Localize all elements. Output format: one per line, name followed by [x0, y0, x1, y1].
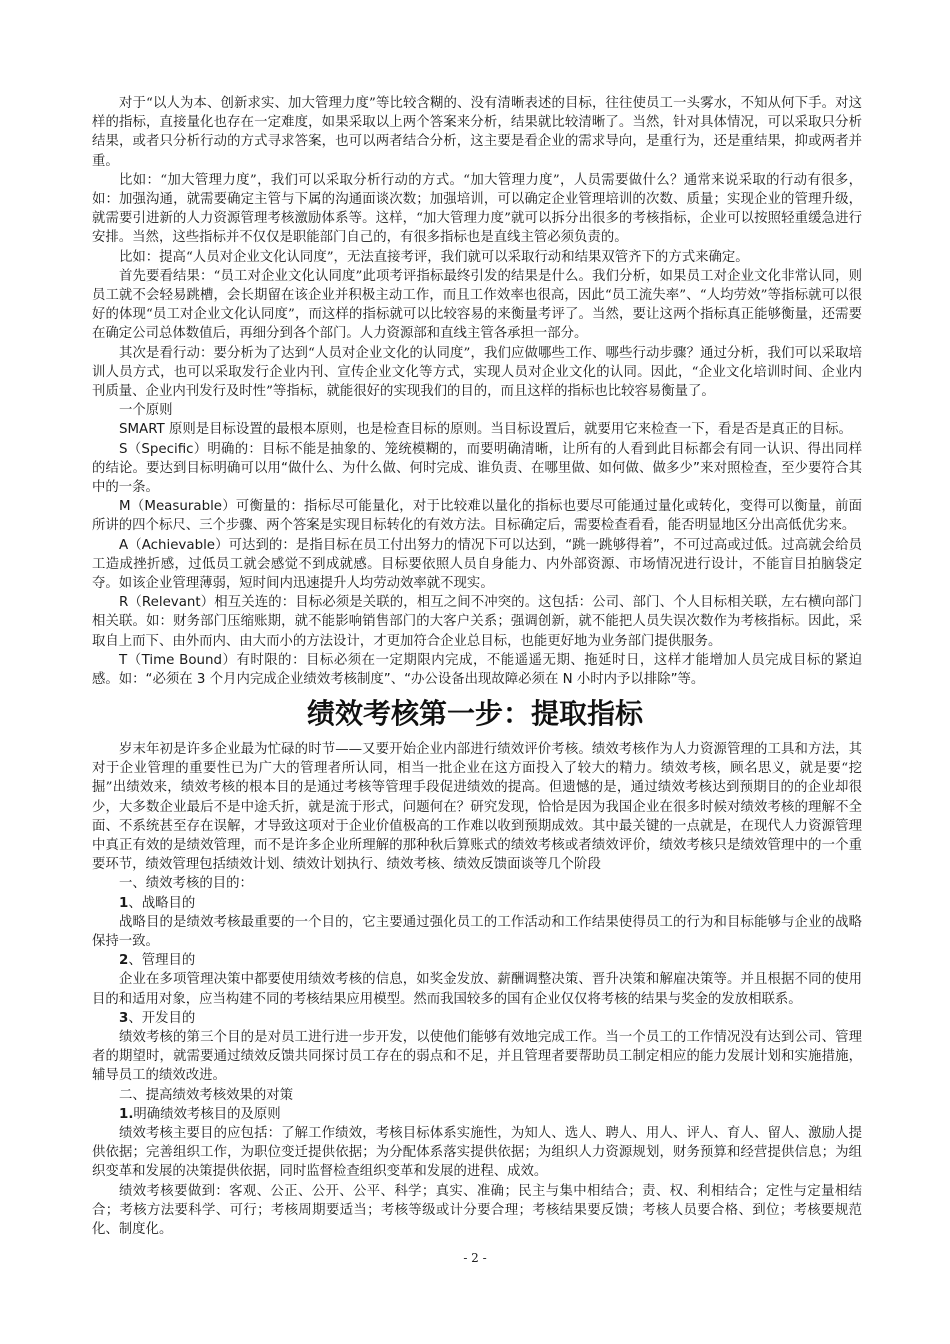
smart-item-time-bound: T（Time Bound）有时限的：目标必须在一定期限内完成，不能遥遥无期、拖延时日，这样才能增加人员完成目标的紧迫感。如：“必须在 3 个月内完成企业绩效考核制度”、“办公设备出现故障必须在 N 小时内予以排除”等。	[92, 652, 862, 688]
subsection-heading	[92, 894, 862, 913]
top-section	[92, 94, 862, 689]
smart-intro: SMART 原则是目标设置的最根本原则，也是检查目标的原则。当目标设置后，就要用它来检查一下，看是否是真正的目标。	[119, 422, 852, 438]
paragraph: 对于“以人为本、创新求实、加大管理力度”等比较含糊的、没有清晰表述的目标，往往使员工一头雾水，不知从何下手。对这样的指标，直接量化也存在一定难度，如果采取以上两个答案来分析，结果就比较清晰了。当然，针对具体情况，可以采取只分析结果，或者只分析行动的方式寻求答案，也可以两者结合分析，这主要是看企业的需求导向，是重行为，还是重结果，抑或两者并重。	[92, 96, 862, 169]
paragraph: 比如：提高“人员对企业文化认同度”，无法直接考评，我们就可以采取行动和结果双管齐下的方式来确定。	[119, 249, 749, 265]
paragraph: 企业在多项管理决策中都要使用绩效考核的信息，如奖金发放、薪酬调整决策、晋升决策和解雇决策等。并且根据不同的使用目的和适用对象，应当构建不同的考核结果应用模型。然而我国较多的国有企业仅仅将考核的结果与奖金的发放相联系。	[92, 972, 862, 1007]
smart-item-measurable: M（Measurable）可衡量的：指标尽可能量化，对于比较难以量化的指标也要尽可能通过量化或转化，变得可以衡量，前面所讲的四个标尺、三个步骤、两个答案是实现目标转化的有效方法。目标确定后，需要检查看看，能否明显地区分出高低优劣来。	[92, 499, 862, 534]
subsection-number: 3	[119, 1010, 129, 1026]
paragraph: 绩效考核主要目的应包括：了解工作绩效，考核目标体系实施性，为知人、选人、聘人、用人、评人、育人、留人、激励人提供依据；完善组织工作，为职位变迁提供依据；为分配体系落实提供依据；为组织人力资源规划，财务预算和经营提供信息；为组织变革和发展的决策提供依据，同时监督检查组织变革和发展的进程、成效。	[92, 1126, 862, 1180]
subsection-label: 、管理目的	[128, 953, 196, 969]
paragraph: 战略目的是绩效考核最重要的一个目的，它主要通过强化员工的工作活动和工作结果使得员工的行为和目标能够与企业的战略保持一致。	[92, 914, 862, 950]
subsection-label: 、开发目的	[128, 1010, 196, 1026]
subsection-number: 1	[119, 895, 129, 911]
section-heading: 二、提高绩效考核效果的对策	[119, 1087, 294, 1103]
subsection-heading	[92, 1105, 862, 1124]
subsection-label: 、战略目的	[128, 895, 196, 911]
article-intro: 岁末年初是许多企业最为忙碌的时节——又要开始企业内部进行绩效评价考核。绩效考核作为人力资源管理的工具和方法，其对于企业管理的重要性已为广大的管理者所认同，相当一批企业在这方面投入了较大的精力。绩效考核，顾名思义，就是要“挖掘”出绩效来，绩效考核的根本目的是通过考核等管理手段促进绩效的提高。但遗憾的是，通过绩效考核达到预期目的的企业却很少，大多数企业最后不是中途夭折，就是流于形式，问题何在？研究发现，恰恰是因为我国企业在很多时候对绩效考核的理解不全面、不系统甚至存在误解，才导致这项对于企业价值极高的工作难以收到预期成效。其中最关键的一点就是，在现代人力资源管理中真正有效的是绩效管理，而不是许多企业所理解的那种秋后算账式的绩效考核或者绩效评价，绩效考核只是绩效管理中的一个重要环节，绩效管理包括绩效计划、绩效计划执行、绩效考核、绩效反馈面谈等几个阶段	[92, 742, 862, 873]
subsection-label: 明确绩效考核目的及原则	[133, 1106, 281, 1122]
smart-item-specific: S（Specific）明确的：目标不能是抽象的、笼统模糊的，而要明确清晰，让所有的人看到此目标都会有同一认识、得出同样的结论。要达到目标明确可以用“做什么、为什么做、何时完成、谁负责、在哪里做、如何做、做多少”来对照检查，至少要符合其中的一条。	[92, 441, 862, 496]
paragraph: 绩效考核要做到：客观、公正、公开、公平、科学；真实、准确；民主与集中相结合；责、权、利相结合；定性与定量相结合；考核方法要科学、可行；考核周期要适当；考核等级或计分要合理；考核结果要反馈；考核人员要合格、到位；考核要规范化、制度化。	[92, 1183, 862, 1238]
paragraph: 首先要看结果：“员工对企业文化认同度”此项考评指标最终引发的结果是什么。我们分析，如果员工对企业文化非常认同，则员工就不会轻易跳槽，会长期留在该企业并积极主动工作，而且工作效率也很高，因此“员工流失率”、“人均劳效”等指标就可以很好的体现“员工对企业文化认同度”，而这样的指标就可以比较容易的来衡量考评了。当然，要让这两个指标真正能够衡量，还需要在确定公司总体数值后，再细分到各个部门。人力资源部和直线主管各承担一部分。	[92, 268, 862, 342]
subsection-heading	[92, 951, 862, 970]
paragraph: 其次是看行动：要分析为了达到“人员对企业文化的认同度”，我们应做哪些工作、哪些行动步骤？通过分析，我们可以采取培训人员方式，也可以采取发行企业内刊、宣传企业文化等方式，实现人员对企业文化的认同。因此，“企业文化培训时间、企业内刊质量、企业内刊发行及时性”等指标，就能很好的实现我们的目的，而且这样的指标也比较容易衡量了。	[92, 345, 862, 400]
paragraph: 比如：“加大管理力度”，我们可以采取分析行动的方式。“加大管理力度”，人员需要做什么？通常来说采取的行动有很多，如：加强沟通，就需要确定主管与下属的沟通面谈次数；加强培训，可以确定企业管理培训的次数、质量；实现企业的管理升级，就需要引进新的人力资源管理考核激励体系等。这样，“加大管理力度”就可以拆分出很多的考核指标，企业可以按照轻重缓急进行安排。当然，这些指标并不仅仅是职能部门自己的，有很多指标也是直线主管必须负责的。	[92, 172, 862, 246]
section-label-one-principle: 一个原则	[119, 403, 173, 419]
article-title: 绩效考核第一步：提取指标	[306, 697, 643, 730]
subsection-heading	[92, 1009, 862, 1028]
subsection-number: 1.	[119, 1106, 134, 1122]
paragraph: 绩效考核的第三个目的是对员工进行进一步开发，以使他们能够有效地完成工作。当一个员工的工作情况没有达到公司、管理者的期望时，就需要通过绩效反馈共同探讨员工存在的弱点和不足，并且管理者要帮助员工制定相应的能力发展计划和实施措施，辅导员工的绩效改进。	[92, 1030, 862, 1084]
section-heading: 一、绩效考核的目的：	[119, 876, 253, 892]
subsection-number: 2	[119, 953, 129, 969]
page-number: - 2 -	[463, 1251, 487, 1265]
smart-item-relevant: R（Relevant）相互关连的：目标必须是关联的，相互之间不冲突的。这包括：公司、部门、个人目标相关联，左右横向部门相关联。如：财务部门压缩账期，就不能影响销售部门的大客户关系；强调创新，就不能把人员失误次数作为考核指标。因此，采取自上而下、由外而内、由大而小的方法设计，才更加符合企业总目标，也能更好地为业务部门提供服务。	[92, 595, 862, 649]
article-body	[92, 740, 862, 1239]
smart-item-achievable: A（Achievable）可达到的：是指目标在员工付出努力的情况下可以达到，“跳一跳够得着”，不可过高或过低。过高就会给员工造成挫折感，过低员工就会感觉不到成就感。目标要依照人员自身能力、内外部资源、市场情况进行设计，不能盲目拍脑袋定夺。如该企业管理薄弱，短时间内迅速提升人均劳动效率就不现实。	[92, 537, 862, 592]
